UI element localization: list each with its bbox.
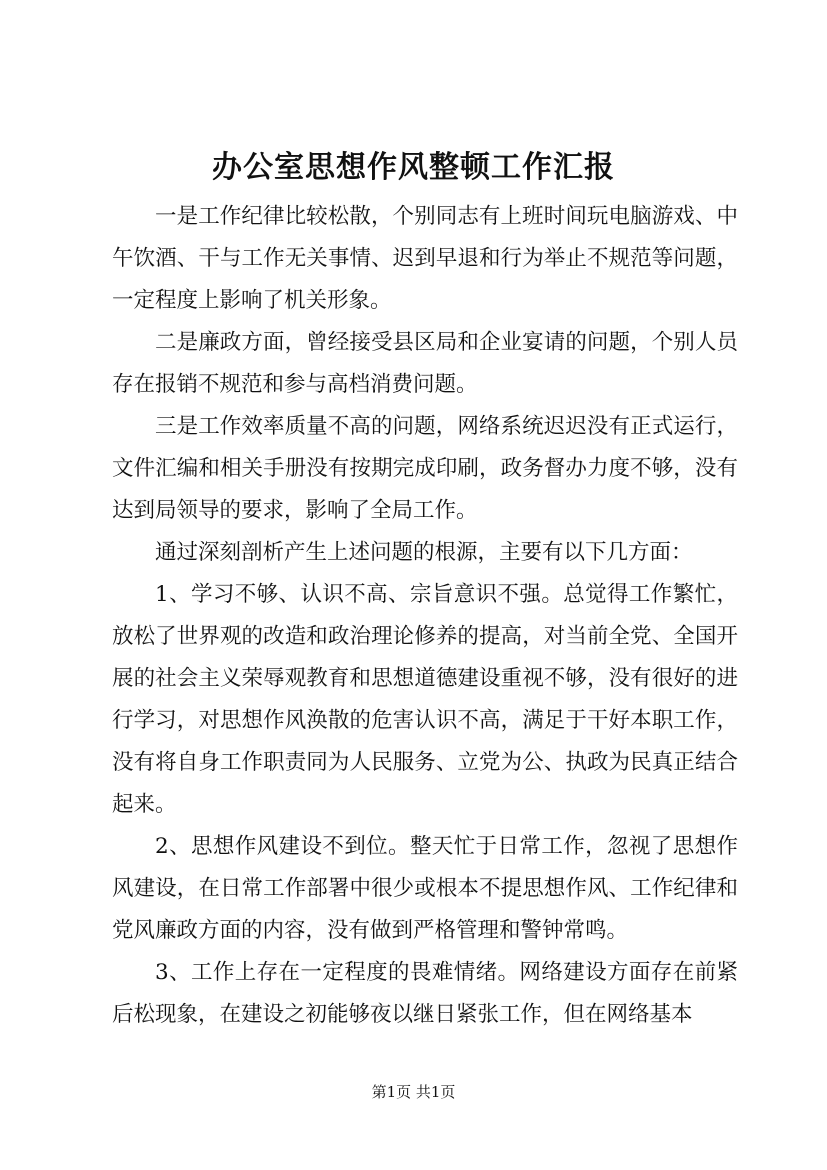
document-title: 办公室思想作风整顿工作汇报 [212, 150, 615, 185]
document-body [112, 196, 738, 1036]
paragraph: 三是工作效率质量不高的问题，网络系统迟迟没有正式运行，文件汇编和相关手册没有按期完成印刷，政务督办力度不够，没有达到局领导的要求，影响了全局工作。 [112, 414, 738, 523]
paragraph: 二是廉政方面，曾经接受县区局和企业宴请的问题，个别人员存在报销不规范和参与高档消费问题。 [112, 330, 738, 397]
paragraph: 通过深刻剖析产生上述问题的根源，主要有以下几方面： [155, 540, 693, 565]
paragraph: 3、工作上存在一定程度的畏难情绪。网络建设方面存在前紧后松现象，在建设之初能够夜以继日紧张工作，但在网络基本 [112, 960, 738, 1027]
paragraph: 2、思想作风建设不到位。整天忙于日常工作，忽视了思想作风建设，在日常工作部署中很少或根本不提思想作风、工作纪律和党风廉政方面的内容，没有做到严格管理和警钟常鸣。 [112, 834, 738, 943]
page-number-footer: 第1页 共1页 [371, 1083, 456, 1101]
paragraph: 一是工作纪律比较松散，个别同志有上班时间玩电脑游戏、中午饮酒、干与工作无关事情、迟到早退和行为举止不规范等问题，一定程度上影响了机关形象。 [112, 204, 738, 313]
paragraph: 1、学习不够、认识不高、宗旨意识不强。总觉得工作繁忙，放松了世界观的改造和政治理论修养的提高，对当前全党、全国开展的社会主义荣辱观教育和思想道德建设重视不够，没有很好的进行学习，对思想作风涣散的危害认识不高，满足于干好本职工作，没有将自身工作职责同为人民服务、立党为公、执政为民真正结合起来。 [112, 582, 738, 817]
